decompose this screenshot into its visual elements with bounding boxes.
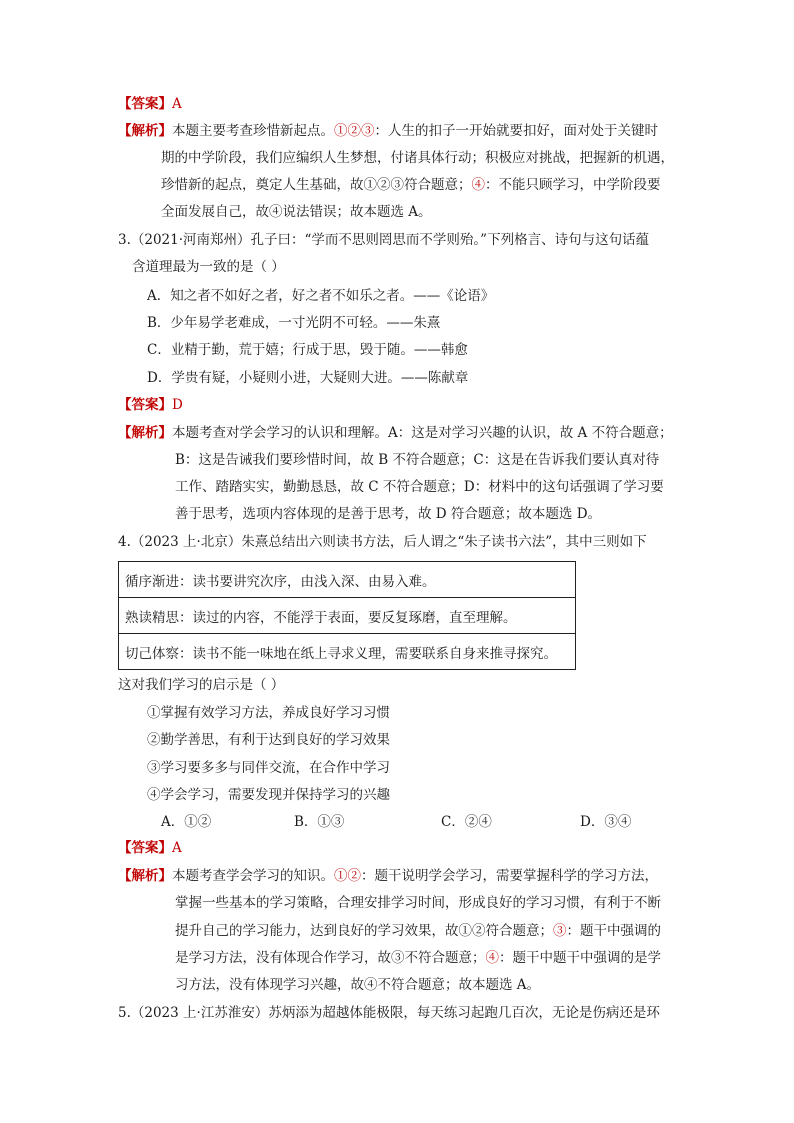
q2-analysis-line-4: 全面发展自己，故④说法错误；故本题选 A。 bbox=[161, 204, 432, 220]
analysis-text: 本题主要考查珍惜新起点。 bbox=[172, 123, 334, 139]
q4-statement-1: ①掌握有效学习方法，养成良好学习习惯 bbox=[147, 705, 390, 721]
q3-analysis-line-4: 善于思考，选项内容体现的是善于思考，故 D 符合题意；故本题选 D。 bbox=[175, 506, 602, 522]
analysis-text: 本题考查对学会学习的认识和理解。A：这是对学习兴趣的认识，故 A 不符合题意； bbox=[172, 425, 673, 441]
q4-answer bbox=[118, 838, 182, 858]
analysis-highlight: ①②③ bbox=[334, 123, 375, 139]
analysis-text: ：不能只顾学习，中学阶段要 bbox=[485, 177, 661, 193]
q2-analysis-line-1 bbox=[118, 121, 658, 141]
q2-answer bbox=[118, 94, 182, 114]
q3-option-c: C．业精于勤，荒于嬉；行成于思，毁于随。——韩愈 bbox=[147, 342, 468, 358]
analysis-label: 【解析】 bbox=[118, 425, 172, 441]
table-cell: 切己体察：读书不能一味地在纸上寻求义理，需要联系自身来推寻探究。 bbox=[119, 634, 576, 670]
answer-label: 【答案】 bbox=[118, 397, 172, 413]
q4-choice-a: A．①② bbox=[161, 814, 212, 830]
q4-analysis-line-1 bbox=[118, 866, 658, 886]
table-row bbox=[119, 562, 576, 598]
q4-choice-c: C．②④ bbox=[441, 814, 492, 830]
q3-answer bbox=[118, 395, 183, 415]
analysis-highlight: ①② bbox=[334, 868, 361, 884]
q4-statement-4: ④学会学习，需要发现并保持学习的兴趣 bbox=[147, 787, 390, 803]
analysis-text: ：人生的扣子一开始就要扣好，面对处于关键时 bbox=[374, 123, 658, 139]
q5-stem: 5.（2023 上·江苏淮安）苏炳添为超越体能极限，每天练习起跑几百次，无论是伤病还是环 bbox=[118, 1005, 660, 1021]
analysis-text: ：题干中强调的 bbox=[566, 923, 661, 939]
table-cell: 循序渐进：读书要讲究次序，由浅入深、由易入难。 bbox=[119, 562, 576, 598]
q3-analysis-line-2: B：这是告诫我们要珍惜时间，故 B 不符合题意；C：这是在告诉我们要认真对待 bbox=[175, 452, 660, 468]
q3-stem-line-2: 含道理最为一致的是（ ） bbox=[132, 259, 285, 275]
analysis-label: 【解析】 bbox=[118, 123, 172, 139]
q4-question: 这对我们学习的启示是（ ） bbox=[118, 677, 285, 693]
analysis-text: 提升自己的学习能力，达到良好的学习效果，故①②符合题意； bbox=[175, 923, 553, 939]
q3-stem-line-1: 3.（2021·河南郑州）孔子曰：“学而不思则罔思而不学则殆。”下列格言、诗句与这句话蕴 bbox=[118, 232, 650, 248]
analysis-text: ：题干中题干中强调的是学 bbox=[499, 950, 661, 966]
reading-methods-table bbox=[118, 561, 576, 670]
table-cell: 熟读精思：读过的内容，不能浮于表面，要反复琢磨，直至理解。 bbox=[119, 598, 576, 634]
analysis-highlight: ④ bbox=[485, 950, 499, 966]
q3-option-d: D．学贵有疑，小疑则小进，大疑则大进。——陈献章 bbox=[147, 370, 469, 386]
q4-statement-2: ②勤学善思，有利于达到良好的学习效果 bbox=[147, 732, 390, 748]
analysis-text: ：题干说明学会学习，需要掌握科学的学习方法， bbox=[361, 868, 658, 884]
analysis-text: 是学习方法，没有体现合作学习，故③不符合题意； bbox=[175, 950, 486, 966]
q2-analysis-line-3 bbox=[161, 175, 661, 195]
q4-analysis-line-2: 掌握一些基本的学习策略，合理安排学习时间，形成良好的学习习惯，有利于不断 bbox=[175, 895, 661, 911]
q4-choice-d: D．③④ bbox=[580, 814, 632, 830]
answer-value: A bbox=[172, 96, 182, 112]
q4-choice-b: B．①③ bbox=[294, 814, 345, 830]
q4-analysis-line-3 bbox=[175, 921, 661, 941]
q2-analysis-line-2: 期的中学阶段，我们应编织人生梦想，付诸具体行动；积极应对挑战，把握新的机遇， bbox=[161, 150, 674, 166]
q4-stem: 4.（2023 上·北京）朱熹总结出六则读书方法，后人谓之“朱子读书六法”，其中三则如下 bbox=[118, 534, 647, 550]
q3-option-b: B．少年易学老难成，一寸光阴不可轻。——朱熹 bbox=[147, 315, 441, 331]
analysis-label: 【解析】 bbox=[118, 868, 172, 884]
q4-analysis-line-5: 习方法，没有体现学习兴趣，故④不符合题意；故本题选 A。 bbox=[175, 977, 541, 993]
answer-value: D bbox=[172, 397, 183, 413]
analysis-text: 本题考查学会学习的知识。 bbox=[172, 868, 334, 884]
q3-analysis-line-1 bbox=[118, 423, 673, 443]
table-row bbox=[119, 634, 576, 670]
analysis-highlight: ③ bbox=[553, 923, 567, 939]
analysis-highlight: ④ bbox=[471, 177, 485, 193]
answer-label: 【答案】 bbox=[118, 96, 172, 112]
table-row bbox=[119, 598, 576, 634]
q3-option-a: A．知之者不如好之者，好之者不如乐之者。——《论语》 bbox=[147, 288, 495, 304]
q4-statement-3: ③学习要多多与同伴交流，在合作中学习 bbox=[147, 760, 390, 776]
q3-analysis-line-3: 工作、踏踏实实，勤勤恳恳，故 C 不符合题意；D：材料中的这句话强调了学习要 bbox=[175, 479, 664, 495]
answer-label: 【答案】 bbox=[118, 840, 172, 856]
q4-analysis-line-4 bbox=[175, 948, 661, 968]
analysis-text: 珍惜新的起点，奠定人生基础，故①②③符合题意； bbox=[161, 177, 472, 193]
answer-value: A bbox=[172, 840, 182, 856]
